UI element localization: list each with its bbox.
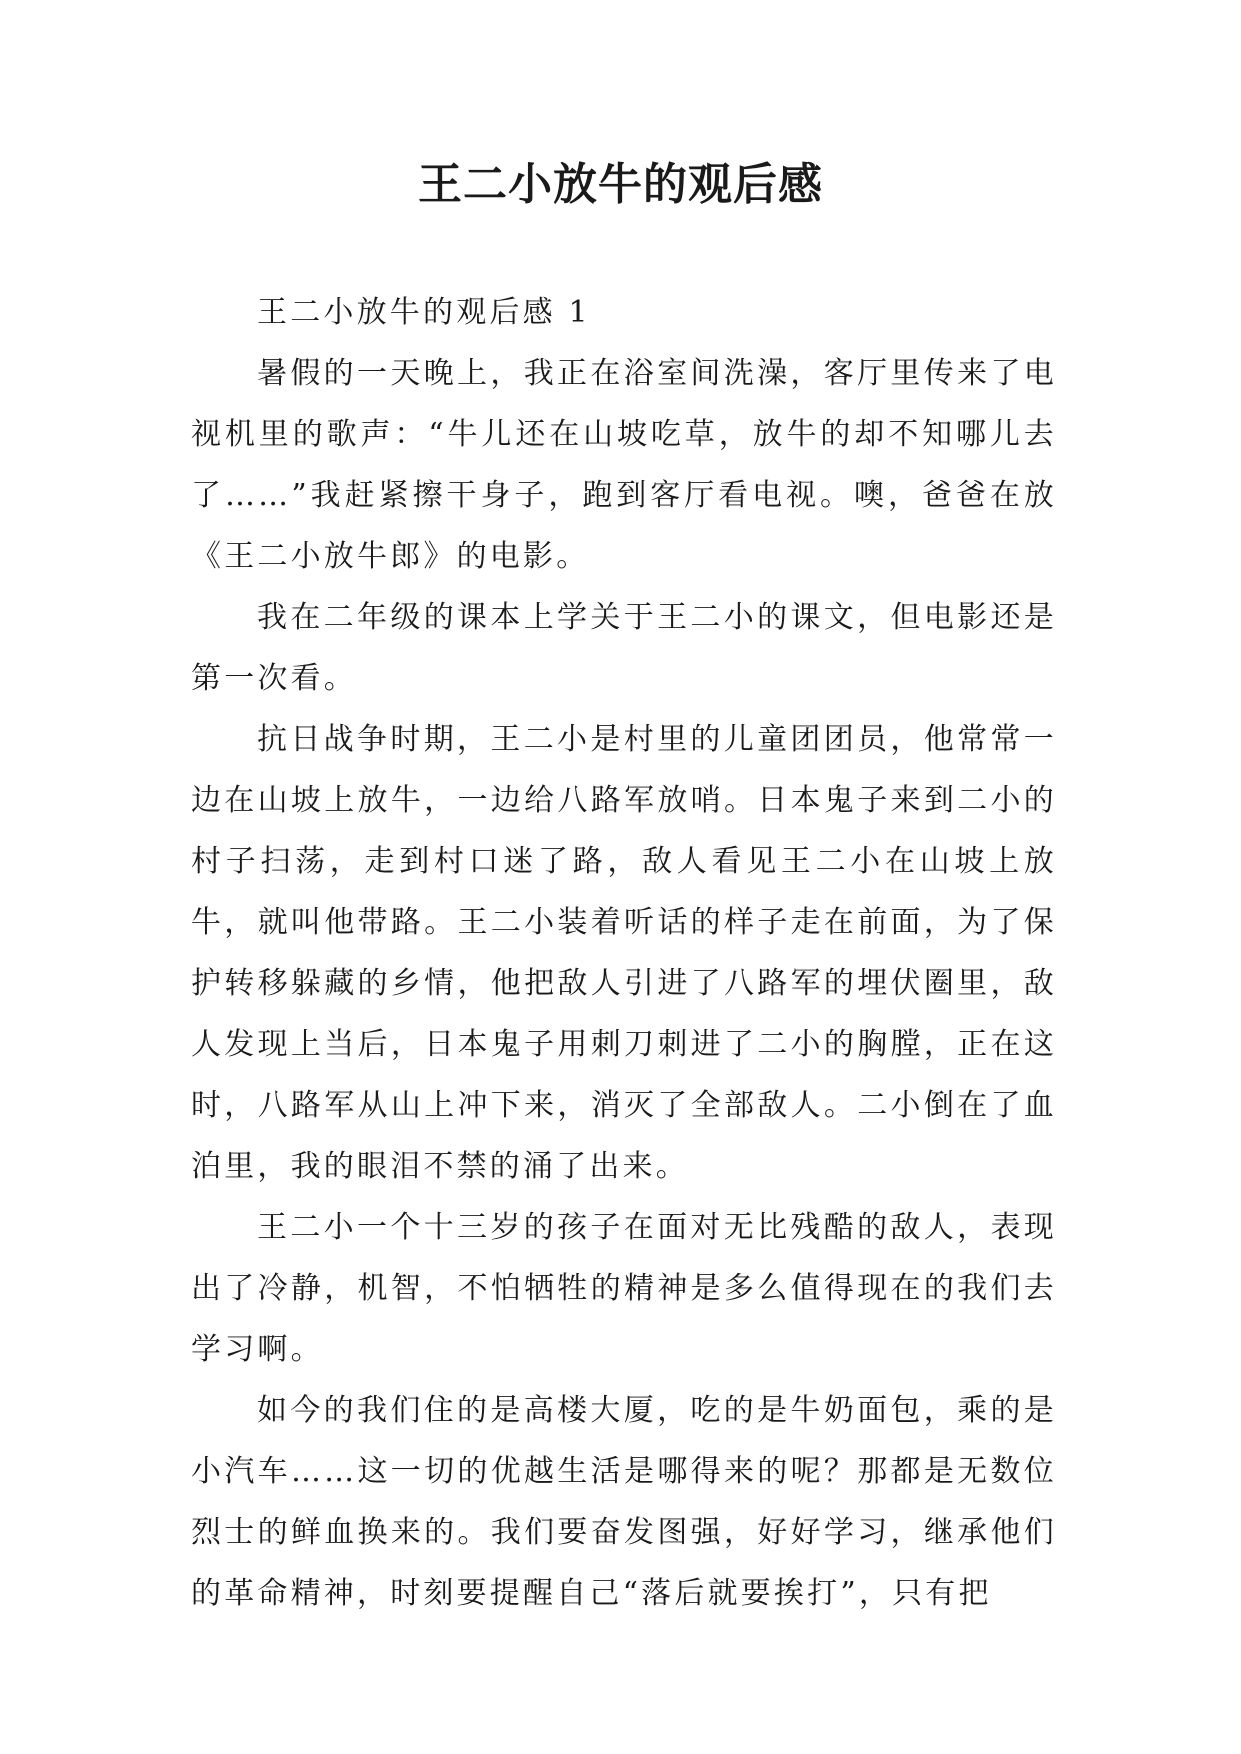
document-title: 王二小放牛的观后感: [418, 159, 823, 210]
paragraph: 抗日战争时期，王二小是村里的儿童团团员，他常常一边在山坡上放牛，一边给八路军放哨。日本鬼子来到二小的村子扫荡，走到村口迷了路，敌人看见王二小在山坡上放牛，就叫他带路。王二小装着听话的样子走在前面，为了保护转移躲藏的乡情，他把敌人引进了八路军的埋伏圈里，敌人发现上当后，日本鬼子用刺刀刺进了二小的胸膛，正在这时，八路军从山上冲下来，消灭了全部敌人。二小倒在了血泊里，我的眼泪不禁的涌了出来。: [191, 722, 1057, 1184]
section-heading: 王二小放牛的观后感 1: [257, 295, 591, 330]
document-body: [191, 282, 1057, 1624]
paragraph: 暑假的一天晚上，我正在浴室间洗澡，客厅里传来了电视机里的歌声：“牛儿还在山坡吃草，放牛的却不知哪儿去了……”我赶紧擦干身子，跑到客厅看电视。噢，爸爸在放《王二小放牛郎》的电影。: [191, 356, 1057, 574]
paragraph: 如今的我们住的是高楼大厦，吃的是牛奶面包，乘的是小汽车……这一切的优越生活是哪得来的呢？那都是无数位烈士的鲜血换来的。我们要奋发图强，好好学习，继承他们的革命精神，时刻要提醒自己“落后就要挨打”，只有把: [191, 1393, 1057, 1611]
paragraph: 我在二年级的课本上学关于王二小的课文，但电影还是第一次看。: [191, 600, 1057, 696]
paragraph: 王二小一个十三岁的孩子在面对无比残酷的敌人，表现出了冷静，机智，不怕牺牲的精神是多么值得现在的我们去学习啊。: [191, 1210, 1057, 1367]
